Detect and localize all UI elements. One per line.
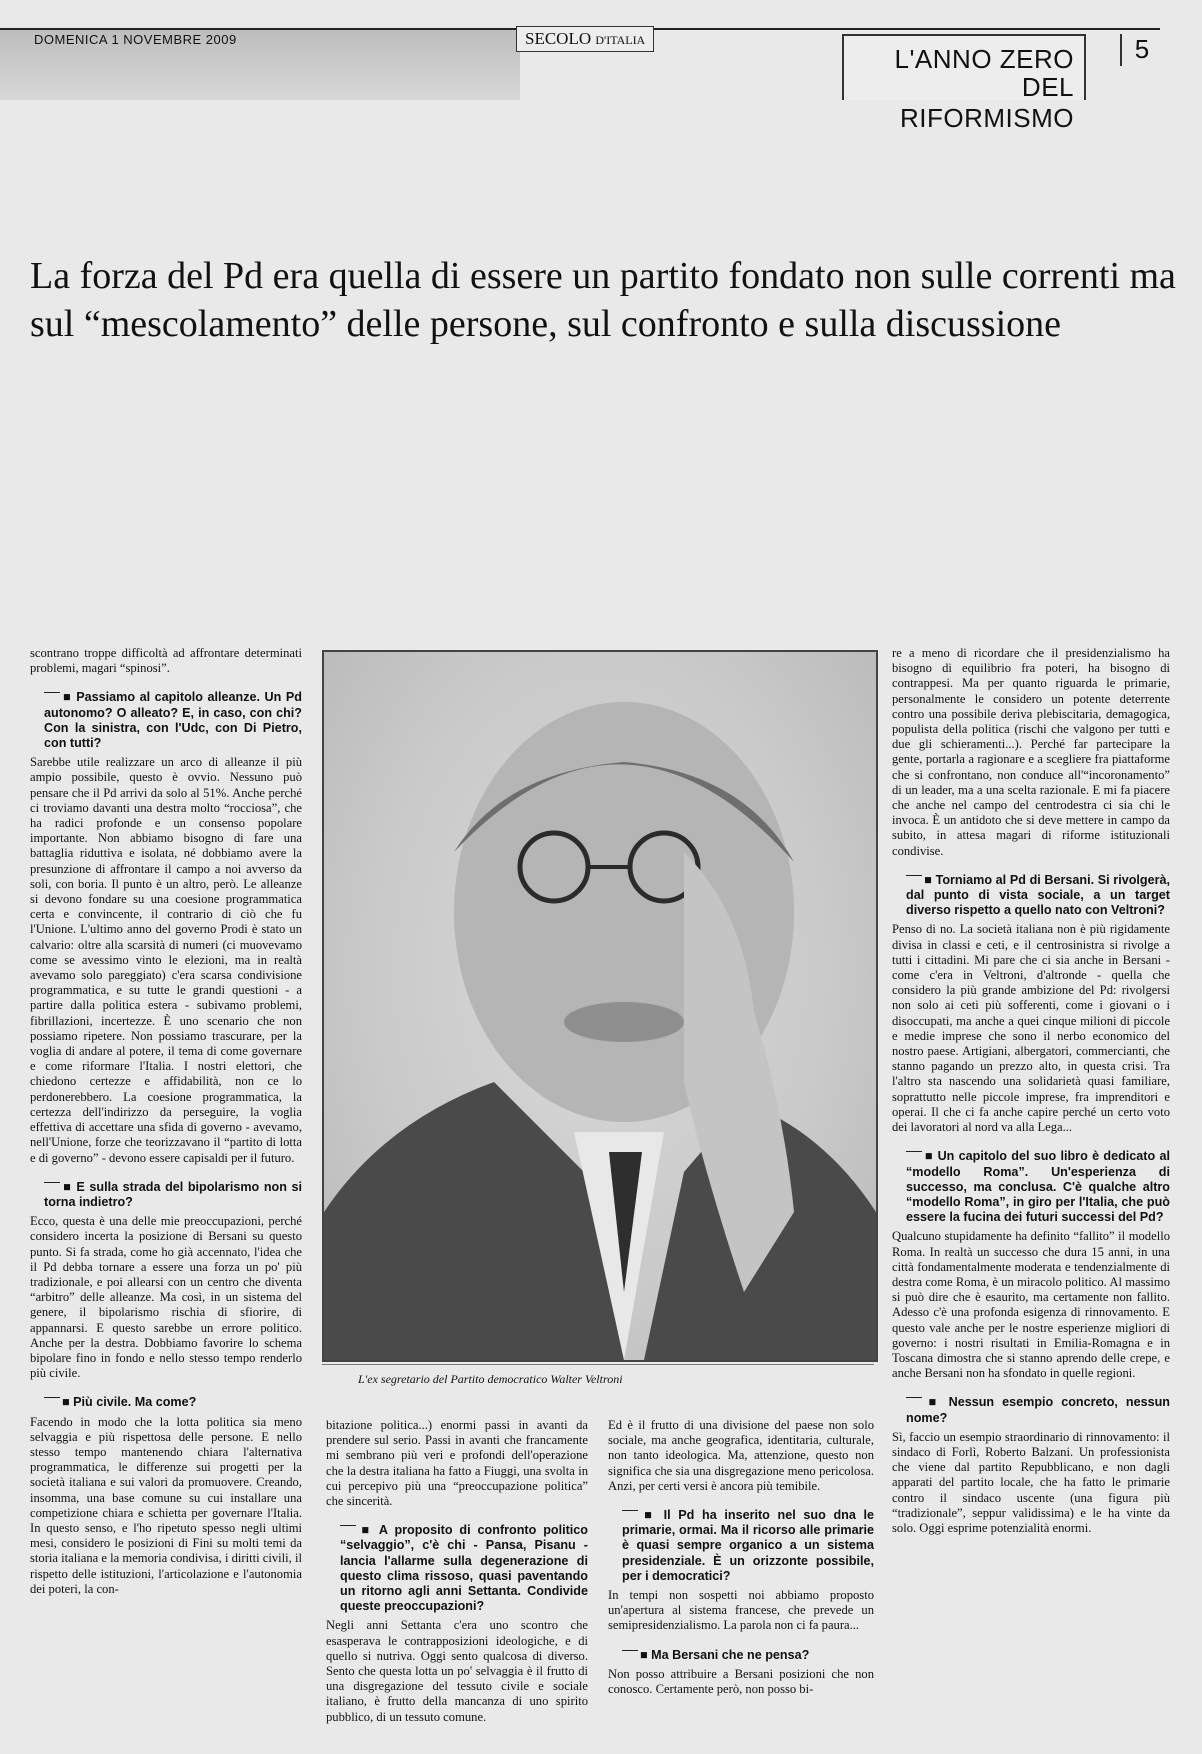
question-text: Un capitolo del suo libro è dedicato al “modello Roma”. Un'esperienza di successo, ma conclusa. C'è qualche altro “modello Roma”, in giro per l'Italia, che può essere la fucina dei futuri successi del Pd?	[906, 1149, 1171, 1225]
question: ■ Il Pd ha inserito nel suo dna le primarie, ormai. Ma il ricorso alle primarie è quasi sempre organico a un sistema presidenziale. È un orizzonte possibile, per i democratici?	[622, 1508, 875, 1583]
question-marker-icon	[44, 1397, 60, 1406]
question-text: Torniamo al Pd di Bersani. Si rivolgerà, dal punto di vista sociale, a un target diverso rispetto a quello nato con Veltroni?	[906, 872, 1171, 918]
question-marker-icon	[340, 1525, 356, 1534]
answer: Qualcuno stupidamente ha definito “fallito” il modello Roma. In realtà un successo che dura 15 anni, in una città fondamentalmente moderata e tendenzialmente di destra come Roma, è un miracolo politico. Al massimo si può dire che è esaurito, ma certamente non fallito. Adesso c'è una profonda esigenza di rinnovamento. E questo vale anche per le nostre esperienze migliori di governo: i nostri risultati in Emilia-Romagna e in Toscana dimostra che si stanno aprendo delle crepe, e anche Bersani non ha sfondato in quelle regioni.	[892, 1229, 1170, 1381]
section-label-line2: DEL RIFORMISMO	[900, 72, 1074, 133]
question: ■ Un capitolo del suo libro è dedicato al “modello Roma”. Un'esperienza di successo, ma conclusa. C'è qualche altro “modello Roma”, in giro per l'Italia, che può essere la fucina dei futuri successi del Pd?	[906, 1149, 1171, 1225]
question-marker-icon	[906, 875, 922, 884]
question: ■ Nessun esempio concreto, nessun nome?	[906, 1395, 1170, 1425]
answer: Sarebbe utile realizzare un arco di alleanze il più ampio possibile, questo è ovvio. Nessuno può pensare che il Pd arrivi da solo al 51%. Anche perché ci troviamo davanti una destra molto “rocciosa”, che ha radici profonde e un consenso popolare importante. Non abbiamo bisogno di fare una battaglia riduttiva e isolata, né dobbiamo avere la presunzione di affrontare il campo a noi avverso da soli, con boria. Il punto è un altro, però. Le alleanze si devono fondare su una coesione programmatica certa e convincente, il contrario di ciò che fu l'Unione. L'ultimo anno del governo Prodi è stato un calvario: oltre alla scarsità di numeri (ci muovevamo come se avessimo vinto le elezioni, ma in realtà avevamo solo pareggiato) c'era scarsa condivisione programmatica, e su tutte le grandi questioni - a partire dalla politica estera - subivamo problemi, fibrillazioni, incertezze. È uno scenario che non possiamo ripetere. Non possiamo trascurare, per la voglia di andare al potere, il tema di come governare e come riformare l'Italia. I nostri elettori, che chiedono certezze e affidabilità, non ce lo perdonerebbero. La coesione programmatica, la certezza dell'indirizzo da perseguire, la voglia effettiva di accettare una sfida di governo - avevamo, nell'Unione, forze che teorizzavano il “partito di lotta e di governo” - devono essere capisaldi per il futuro.	[30, 755, 302, 1165]
question: ■ Ma Bersani che ne pensa?	[608, 1648, 874, 1663]
question-marker-icon	[906, 1397, 922, 1406]
question-marker-icon	[622, 1510, 638, 1519]
question: ■ Passiamo al capitolo alleanze. Un Pd autonomo? O alleato? E, in caso, con chi? Con la sinistra, con l'Udc, con Di Pietro, con tutti?	[44, 690, 302, 751]
question-text: E sulla strada del bipolarismo non si torna indietro?	[44, 1179, 302, 1209]
question-text: Il Pd ha inserito nel suo dna le primarie, ormai. Ma il ricorso alle primarie è quasi sempre organico a un sistema presidenziale. È un orizzonte possibile, per i democratici?	[622, 1508, 875, 1583]
question-text: Passiamo al capitolo alleanze. Un Pd autonomo? O alleato? E, in caso, con chi? Con la sinistra, con l'Udc, con Di Pietro, con tutti?	[44, 690, 302, 751]
caption-rule	[322, 1364, 874, 1365]
portrait-photo	[322, 650, 878, 1362]
answer: Ecco, questa è una delle mie preoccupazioni, perché considero incerta la posizione di Bersani su questo punto. Si fa strada, come ho già accennato, l'idea che il Pd debba tornare a essere una forza un po' più tradizionale, e poi allearsi con un centro che diventa “arbitro” delle alleanze. Ma così, in un sistema del genere, il bipolarismo rischia di sfiorire, di appannarsi. E questo sarebbe un errore politico. Anche per la destra. Dobbiamo favorire lo schema bipolare fino in fondo e nello stesso tempo renderlo più civile.	[30, 1214, 302, 1381]
section-label-line1: L'ANNO ZERO	[894, 44, 1074, 74]
answer: In tempi non sospetti noi abbiamo proposto un'apertura al sistema francese, che prevede un semipresidenzialismo. La parola non ci fa paura...	[608, 1588, 874, 1633]
question-text: Ma Bersani che ne pensa?	[651, 1647, 810, 1662]
question-marker-icon	[622, 1650, 638, 1659]
article-headline: La forza del Pd era quella di essere un partito fondato non sulle correnti ma sul “mescolamento” delle persone, sul confronto e sulla discussione	[30, 255, 1176, 345]
section-label	[842, 34, 1086, 133]
answer: Ed è il frutto di una divisione del paese non solo sociale, ma anche geografica, identitaria, culturale, non tanto ideologica. Ma, attenzione, questo non significa che sia una disgregazione meno pericolosa. Anzi, per certi versi è ancora più temibile.	[608, 1418, 874, 1493]
question: ■ Torniamo al Pd di Bersani. Si rivolgerà, dal punto di vista sociale, a un target diverso rispetto a quello nato con Veltroni?	[906, 872, 1171, 918]
question-marker-icon	[906, 1151, 922, 1160]
answer: Negli anni Settanta c'era uno scontro che esasperava le contrapposizioni ideologiche, e di quello si nutriva. Oggi sento qualcosa di diverso. Sento che questa lotta un po' selvaggia è il frutto di una disgregazione del tessuto civile e sociale italiano, è frutto della mancanza di uno spirito pubblico, di un tessuto comune.	[326, 1618, 588, 1724]
column-3	[608, 1418, 874, 1699]
question: ■ E sulla strada del bipolarismo non si torna indietro?	[44, 1179, 302, 1209]
newspaper-title-suffix: D'ITALIA	[595, 33, 646, 47]
answer: bitazione politica...) enormi passi in avanti da prendere sul serio. Passi in avanti che francamente mi sembrano più veri e profondi dell'operazione che la destra italiana ha fatto a Fiuggi, una svolta in cui percepivo più una “preoccupazione politica” che sincerità.	[326, 1418, 588, 1509]
portrait-illustration	[324, 652, 876, 1360]
column-1	[30, 646, 302, 1599]
question: ■ A proposito di confronto politico “selvaggio”, c'è chi - Pansa, Pisanu - lancia l'allarme sulla degenerazione di questo clima rissoso, quasi paventando un ritorno agli anni Settanta. Condivide queste preoccupazioni?	[340, 1523, 588, 1614]
issue-date: DOMENICA 1 NOVEMBRE 2009	[34, 32, 237, 47]
page-number: 5	[1120, 34, 1162, 66]
newspaper-title: SECOLO	[525, 29, 592, 48]
question-text: A proposito di confronto politico “selvaggio”, c'è chi - Pansa, Pisanu - lancia l'allarme sulla degenerazione di questo clima rissoso, quasi paventando un ritorno agli anni Settanta. Condivide queste preoccupazioni?	[340, 1523, 588, 1614]
photo-caption: L'ex segretario del Partito democratico Walter Veltroni	[358, 1372, 623, 1386]
paragraph: scontrano troppe difficoltà ad affrontare determinati problemi, magari “spinosi”.	[30, 646, 302, 676]
question-marker-icon	[44, 1182, 60, 1191]
question: ■ Più civile. Ma come?	[30, 1395, 302, 1410]
question-text: Nessun esempio concreto, nessun nome?	[906, 1395, 1170, 1425]
answer: re a meno di ricordare che il presidenzialismo ha bisogno di equilibrio fra poteri, ha bisogno di contrappesi. Ma per quanto riguarda le primarie, personalmente le considero un potente deterrente contro una possibile deriva plebiscitaria, demagogica, populista della politica (rischi che valgono per tutti e due gli schieramenti...). Perché far partecipare la gente, portarla a ragionare e a scegliere fra piattaforme che si confrontano, non conduce all'“incoronamento” di un leader, ma a una scelta razionale. E mi fa piacere che anche nel campo del centrodestra ci sia chi le invoca. È un antidoto che si deve mettere in campo da subito, in attesa magari di riforme istituzionali condivise.	[892, 646, 1170, 858]
question-marker-icon	[44, 692, 60, 701]
column-4	[892, 646, 1170, 1538]
newspaper-name	[516, 26, 654, 52]
answer: Facendo in modo che la lotta politica sia meno selvaggia e più rispettosa delle persone. E nello stesso tempo mantenendo chiara l'alternativa programmatica, le differenze sui progetti per la società italiana e sui valori da promuovere. Creando, insomma, una base comune su cui installare una competizione chiara e schietta per governare l'Italia. In questo senso, e l'ho ripetuto spesso negli ultimi mesi, considero le posizioni di Fini su molti temi da storia italiana e la memoria condivisa, i diritti civili, il rispetto delle istituzioni, l'articolazione e l'autonomia dei poteri, la con-	[30, 1414, 302, 1596]
column-2	[326, 1418, 588, 1727]
question-text: Più civile. Ma come?	[73, 1395, 197, 1410]
answer: Sì, faccio un esempio straordinario di rinnovamento: il sindaco di Forlì, Roberto Balzani. Un professionista che viene dal partito Repubblicano, e non dagli apparati del partito locale, che ha fatto le primarie contro il sindaco uscente (una figura più “tradizionale”, seppur validissima) e le ha vinte da solo. Oggi esprime potenzialità enormi.	[892, 1429, 1170, 1535]
answer: Non posso attribuire a Bersani posizioni che non conosco. Certamente però, non posso bi-	[608, 1666, 874, 1697]
answer: Penso di no. La società italiana non è più rigidamente divisa in classi e ceti, e il centrosinistra si rivolge a tutti i cittadini. Mi pare che ci sia anche in Bersani - come c'era in Veltroni, d'altronde - quella che considero la più grande ambizione del Pd: rivolgersi non solo ai ceti più sofferenti, come i giovani o i disoccupati, ma anche a quei cinque milioni di piccole e medie imprese che sono il nerbo economico del nostro paese. Artigiani, albergatori, commercianti, che stanno pagando un prezzo alto, in questa crisi. Tra l'altro sta nascendo una solidarietà quasi familiare, soprattutto nelle piccole imprese, fra imprenditori e operai. Il che ci fa anche capire perché un certo voto dei lavoratori al nord va alla Lega...	[892, 922, 1170, 1135]
